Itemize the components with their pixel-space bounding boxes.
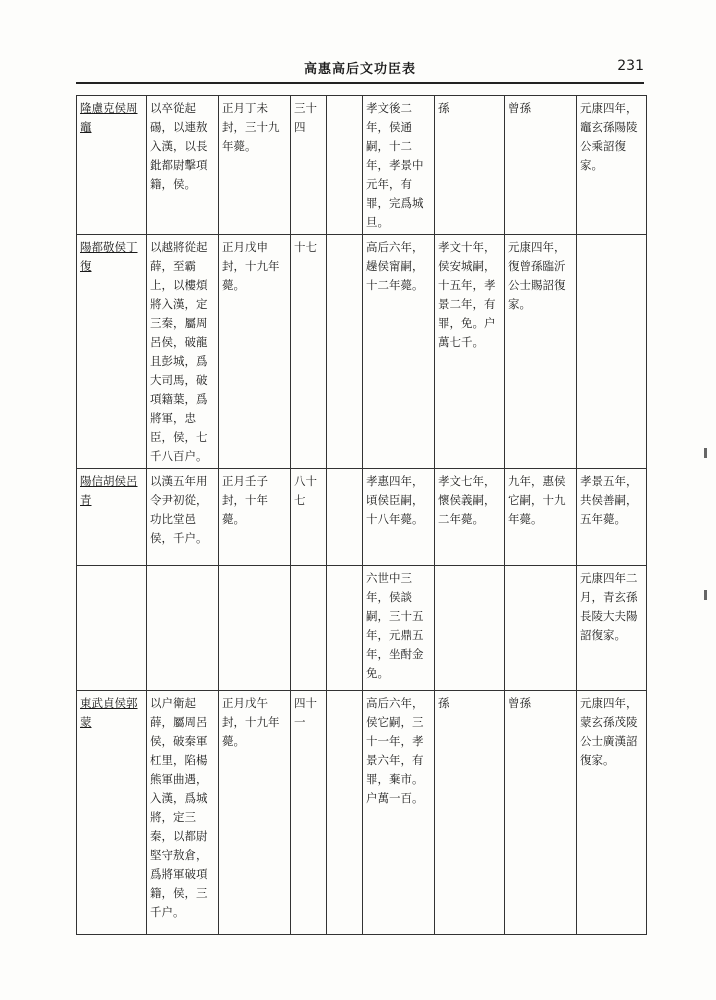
empty-cell xyxy=(327,235,363,469)
rank-cell: 三十四 xyxy=(291,96,327,235)
marquis-name-cell: 陽信胡侯呂青 xyxy=(77,469,147,566)
page-title: 高惠高后文功臣表 xyxy=(303,62,416,77)
table-row xyxy=(77,691,647,935)
enfeoffment-cell: 正月戊申封，十九年薨。 xyxy=(219,235,291,469)
enfeoffment-cell: 正月壬子封，十年薨。 xyxy=(219,469,291,566)
empty-cell xyxy=(327,96,363,235)
page-number: 231 xyxy=(617,58,644,74)
descendant-cell: 孝景五年，共侯善嗣，五年薨。 xyxy=(577,469,647,566)
merit-cell: 以户衛起薛，屬周呂侯，破秦軍杠里，陷楊熊軍曲遇，入漢，爲城將，定三秦，以都尉堅守敖倉，爲將軍破項籍，侯，三千户。 xyxy=(147,691,219,935)
grandson-cell: 孝文七年，懷侯義嗣，二年薨。 xyxy=(435,469,505,566)
empty-cell xyxy=(327,469,363,566)
son-cell: 高后六年，侯它嗣，三十一年，孝景六年，有罪，棄市。户萬一百。 xyxy=(363,691,435,935)
grandson-cell: 孝文十年，侯安城嗣，十五年，孝景二年，有罪，免。户萬七千。 xyxy=(435,235,505,469)
empty-cell xyxy=(327,691,363,935)
descendant-cell xyxy=(577,235,647,469)
table-row xyxy=(77,235,647,469)
margin-mark xyxy=(704,448,707,458)
great-grandson-cell: 曾孫 xyxy=(505,96,577,235)
marquis-name-cell: 隆慮克侯周竈 xyxy=(77,96,147,235)
great-grandson-cell: 元康四年，復曾孫臨沂公士賜詔復家。 xyxy=(505,235,577,469)
table-row xyxy=(77,566,647,691)
enfeoffment-cell xyxy=(219,566,291,691)
table-row xyxy=(77,469,647,566)
merit-cell: 以越將從起薛，至霸上，以樓煩將入漢，定三秦，屬周呂侯，破龍且彭城，爲大司馬，破項籍葉，爲將軍，忠臣，侯，七千八百户。 xyxy=(147,235,219,469)
son-cell: 高后六年，趮侯甯嗣，十二年薨。 xyxy=(363,235,435,469)
margin-mark xyxy=(704,590,707,600)
son-cell: 孝惠四年，頃侯臣嗣，十八年薨。 xyxy=(363,469,435,566)
rank-cell: 十七 xyxy=(291,235,327,469)
meritorious-officials-table xyxy=(76,95,647,935)
marquis-name-cell: 陽都敬侯丁復 xyxy=(77,235,147,469)
great-grandson-cell: 九年，惠侯它嗣，十九年薨。 xyxy=(505,469,577,566)
grandson-cell: 孫 xyxy=(435,96,505,235)
son-cell: 六世中三年，侯談嗣，三十五年，元鼎五年，坐酎金免。 xyxy=(363,566,435,691)
merit-cell xyxy=(147,566,219,691)
great-grandson-cell: 曾孫 xyxy=(505,691,577,935)
table-row xyxy=(77,96,647,235)
enfeoffment-cell: 正月丁未封，三十九年薨。 xyxy=(219,96,291,235)
descendant-cell: 元康四年，蒙玄孫茂陵公士廣漢詔復家。 xyxy=(577,691,647,935)
descendant-cell: 元康四年二月，青玄孫長陵大夫陽詔復家。 xyxy=(577,566,647,691)
son-cell: 孝文後二年，侯通嗣，十二年，孝景中元年，有罪，完爲城旦。 xyxy=(363,96,435,235)
marquis-name-cell xyxy=(77,566,147,691)
rank-cell: 四十一 xyxy=(291,691,327,935)
page-header xyxy=(76,58,644,84)
rank-cell xyxy=(291,566,327,691)
descendant-cell: 元康四年，竈玄孫陽陵公乘詔復家。 xyxy=(577,96,647,235)
enfeoffment-cell: 正月戊午封，十九年薨。 xyxy=(219,691,291,935)
merit-cell: 以漢五年用令尹初從，功比堂邑侯，千户。 xyxy=(147,469,219,566)
merit-cell: 以卒從起碭，以連敖入漢，以長鈚都尉擊項籍，侯。 xyxy=(147,96,219,235)
grandson-cell: 孫 xyxy=(435,691,505,935)
rank-cell: 八十七 xyxy=(291,469,327,566)
grandson-cell xyxy=(435,566,505,691)
great-grandson-cell xyxy=(505,566,577,691)
empty-cell xyxy=(327,566,363,691)
marquis-name-cell: 東武貞侯郭蒙 xyxy=(77,691,147,935)
